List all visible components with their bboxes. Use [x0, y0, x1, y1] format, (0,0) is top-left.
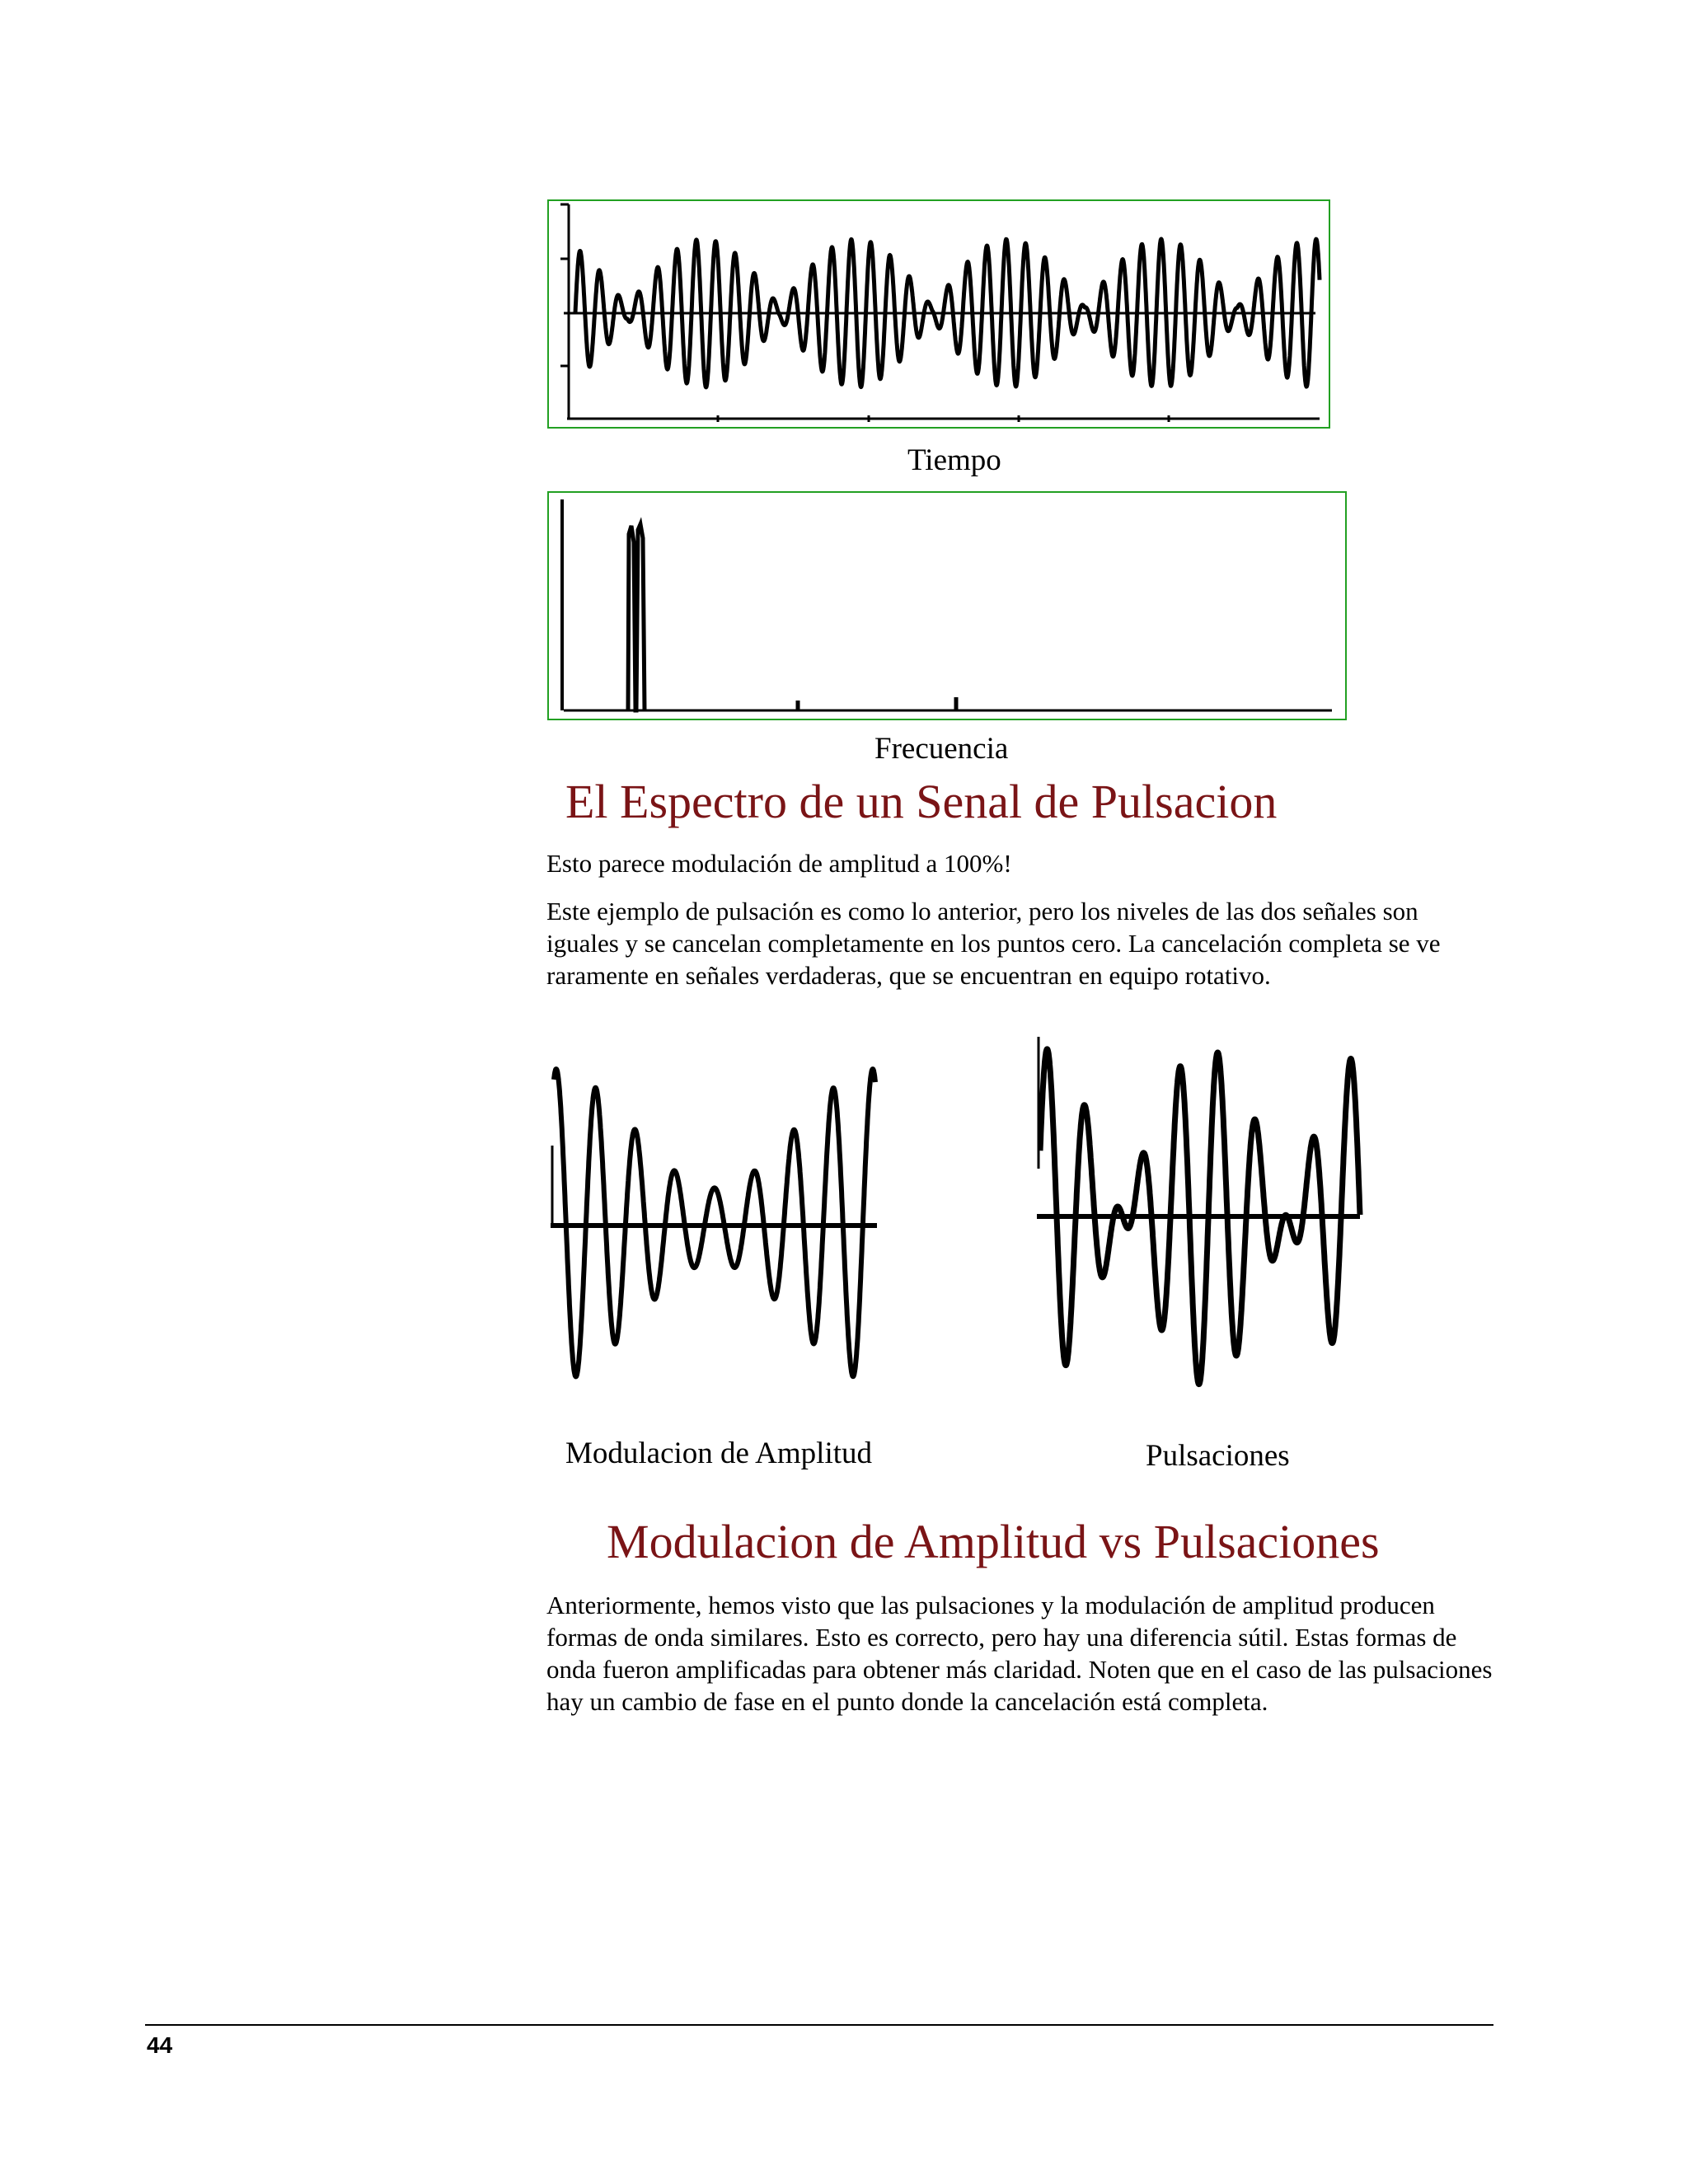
beat-caption: Pulsaciones — [1146, 1439, 1290, 1473]
frequency-peak-pair — [628, 524, 645, 710]
amplitude-modulation-waveform — [547, 1038, 885, 1409]
time-waveform-panel — [547, 199, 1330, 429]
page-number: 44 — [147, 2032, 173, 2058]
am-caption: Modulacion de Amplitud — [565, 1436, 873, 1470]
time-caption: Tiempo — [907, 443, 1001, 477]
section1-paragraph-2: Este ejemplo de pulsación es como lo anterior, pero los niveles de las dos señales son iguales y se cancelan completamente en los puntos cero. La cancelación completa se ve raramente en señales verdaderas, que se encuentran en equipo rotativo. — [546, 897, 1441, 990]
frequency-spectrum-panel — [547, 491, 1347, 720]
section1-paragraph-1: Esto parece modulación de amplitud a 100%! — [546, 849, 1012, 878]
am-trace — [554, 1069, 875, 1376]
beat-waveform — [1034, 1037, 1372, 1408]
frequency-spectrum-plot — [549, 493, 1348, 722]
time-waveform-plot — [549, 201, 1332, 430]
frequency-caption: Frecuencia — [874, 732, 1009, 766]
section1-heading: El Espectro de un Senal de Pulsacion — [565, 775, 1278, 828]
footer-rule — [145, 2024, 1493, 2026]
section2-paragraph: Anteriormente, hemos visto que las pulsaciones y la modulación de amplitud producen formas de onda similares. Esto es correcto, pero hay una diferencia sútil. Estas formas de onda fueron amplificadas para obtener más claridad. Noten que en el caso de las pulsaciones hay un cambio de fase en el punto donde la cancelación está completa. — [546, 1591, 1493, 1716]
section2-heading: Modulacion de Amplitud vs Pulsaciones — [607, 1515, 1380, 1568]
